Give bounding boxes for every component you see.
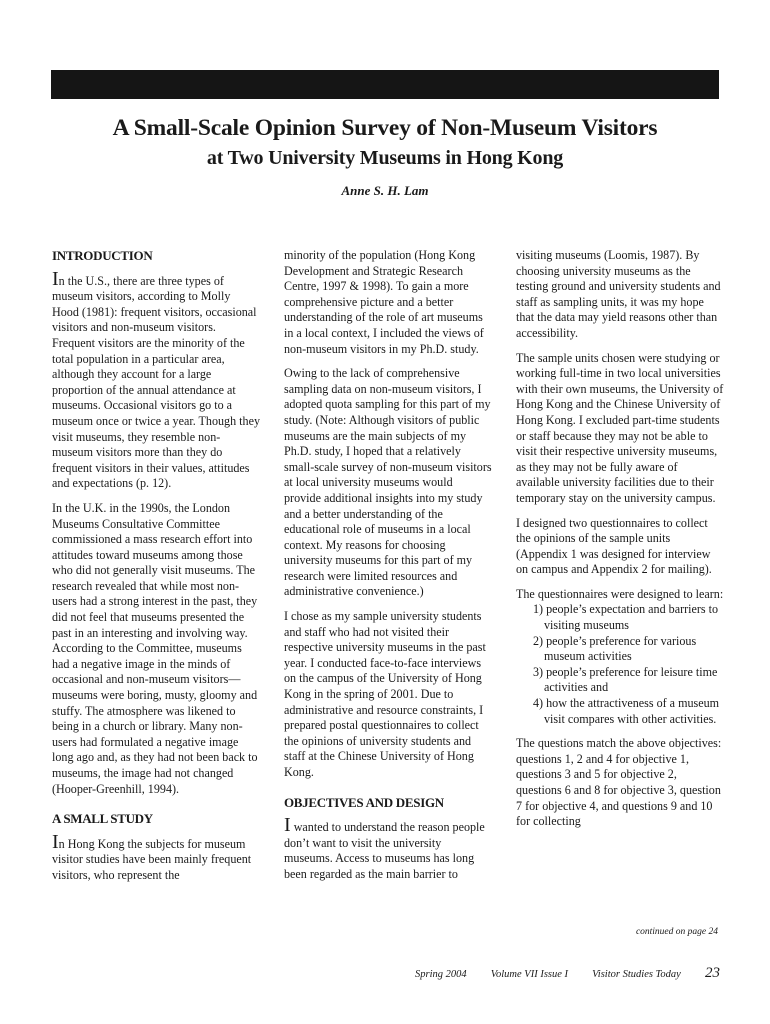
article-title	[0, 113, 770, 173]
footer-journal: Visitor Studies Today	[592, 969, 681, 980]
paragraph	[52, 267, 260, 492]
paragraph: visiting museums (Loomis, 1987). By choosing university museums as the testing ground and university students and staff as sampling units, it was my hope that the data may yield reasons other than accessibility.	[516, 248, 721, 340]
paragraph: I designed two questionnaires to collect the opinions of the sample units (Appendix 1 was designed for interview on campus and Appendix 2 for mailing).	[516, 515, 712, 577]
paragraph-text: wanted to understand the reason people don’t want to visit the university museums. Access to museums has long been regarded as the main barrier to	[284, 820, 485, 881]
column-3	[516, 248, 724, 839]
objectives-list	[516, 602, 724, 727]
section-heading-small-study: A SMALL STUDY	[52, 811, 153, 827]
paragraph: The questions match the above objectives: questions 1, 2 and 4 for objective 1, questions 3 and 5 for objective 2, questions 6 and 8 for objective 3, question 7 for objective 4, and questions 9 and 10 for collecting	[516, 736, 722, 829]
column-1	[52, 248, 260, 893]
paragraph	[284, 814, 492, 882]
paragraph-text: n Hong Kong the subjects for museum visitor studies have been mainly frequent visitors, who represent the	[52, 836, 252, 882]
footer-volume: Volume VII Issue I	[490, 969, 569, 980]
paragraph: The questionnaires were designed to learn:	[516, 586, 724, 601]
drop-cap: I	[52, 267, 59, 290]
paragraph: minority of the population (Hong Kong Development and Strategic Research Centre, 1997 & 1998). To gain a more comprehensive picture and a better understanding of the role of art museums in a local context, I included the views of non-museum visitors in my Ph.D. study.	[284, 248, 484, 356]
paragraph-text: n the U.S., there are three types of museum visitors, according to Molly Hood (1981): frequent visitors, occasional visitors and non-museum visitors. Frequent visitors are the minority of the total population in a particular area, although they account for a large proportion of the annual attendance at museums. Occasional visitors go to a museum once or twice a year. Though they visit museums, they resemble non-museum visitors more than they do frequent visitors in their values, attitudes and expectations (p. 12).	[52, 273, 260, 491]
section-heading-introduction: INTRODUCTION	[52, 248, 153, 263]
title-line-2: at Two University Museums in Hong Kong	[206, 147, 564, 169]
author-byline: Anne S. H. Lam	[341, 183, 429, 198]
section-heading-objectives: OBJECTIVES AND DESIGN	[284, 794, 444, 810]
list-item: 4) how the attractiveness of a museum visit compares with other activities.	[533, 696, 720, 726]
page-number: 23	[704, 965, 720, 981]
drop-cap: I	[52, 830, 59, 853]
continued-note: continued on page 24	[635, 927, 718, 937]
paragraph	[52, 830, 260, 884]
drop-cap: I	[284, 814, 291, 837]
footer-issue: Spring 2004	[415, 969, 467, 980]
paragraph: The sample units chosen were studying or working full-time in two local universities with their own museums, the University of Hong Kong and the Chinese University of Hong Kong. I excluded part-time students or staff because they may not be able to visit their respective university museums, as they may not be fully aware of available university facilities due to their temporary stay on the university campus.	[516, 350, 724, 505]
page-footer	[415, 965, 720, 982]
title-line-1: A Small-Scale Opinion Survey of Non-Museum Visitors	[112, 115, 658, 141]
column-2	[284, 248, 492, 892]
list-item: 1) people’s expectation and barriers to visiting museums	[533, 602, 719, 633]
header-bar	[51, 70, 719, 99]
list-item: 2) people’s preference for various museum activities	[533, 633, 697, 664]
paragraph: Owing to the lack of comprehensive sampling data on non-museum visitors, I adopted quota sampling for this part of my study. (Note: Although visitors of public museums are the main subjects of my Ph.D. study, I hoped that a relatively small-scale survey of non-museum visitors at local university museums would provide additional insights into my study and a better understanding of the educational role of museums in a local context. My reasons for choosing university museums for this part of my research were limited resources and administrative convenience.)	[284, 366, 492, 599]
paragraph: I chose as my sample university students and staff who had not visited their respective university museums in the past year. I conducted face-to-face interviews on the campus of the University of Hong Kong in the spring of 2001. Due to administrative and resource constraints, I prepared postal questionnaires to collect the opinions of university students and staff at the Chinese University of Hong Kong.	[284, 609, 486, 779]
paragraph: In the U.K. in the 1990s, the London Museums Consultative Committee commissioned a mass research effort into attitudes toward museums among those who did not generally visit museums. The research revealed that while most non-users had a strong interest in the past, they did not feel that museums presented the past in an interesting and involving way. According to the Committee, museums had a negative image in the minds of occasional and non-museum visitors—museums were boring, musty, gloomy and stuffy. The atmosphere was likened to being in a church or library. Many non-users had formulated a negative image long ago and, as they had not been back to museums, the image had not changed (Hooper-Greenhill, 1994).	[52, 500, 258, 796]
list-item: 3) people’s preference for leisure time activities and	[533, 664, 718, 695]
